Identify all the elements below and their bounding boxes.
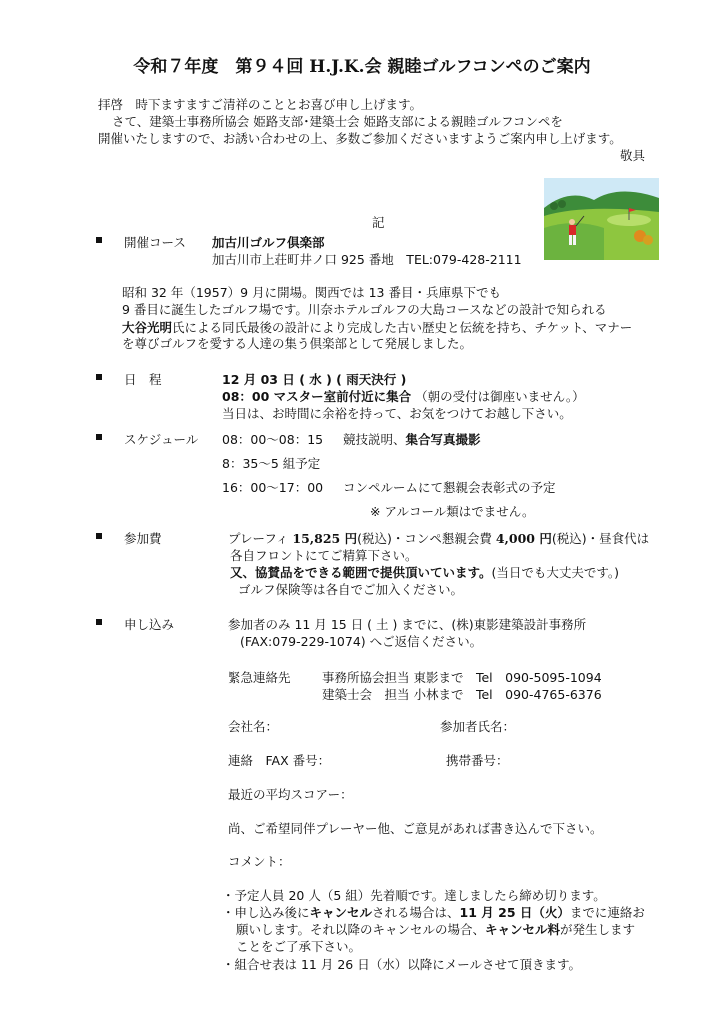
alcohol-note: ※ アルコール類はでません。 bbox=[370, 504, 535, 519]
score-field: 最近の平均スコアー： bbox=[228, 787, 353, 802]
course-label: 開催コース bbox=[124, 235, 186, 250]
course-description: 9 番目に誕生したゴルフ場です。川奈ホテルゴルフの大島コースなどの設計で知られる bbox=[122, 302, 607, 317]
sponsor-note: 又、協賛品をできる範囲で提供頂いています。 bbox=[230, 565, 492, 580]
schedule-time: 16：00～17：00 bbox=[222, 480, 324, 495]
note-line: ・予定人員 20 人（5 組）先着順です。達しましたら締め切ります。 bbox=[222, 888, 606, 903]
golf-illustration bbox=[544, 178, 659, 260]
note-bold: キャンセル料 bbox=[485, 922, 561, 937]
note-text: 願いします。それ以降のキャンセルの場合、 bbox=[236, 922, 486, 937]
schedule-time: 08：00～08：15 bbox=[222, 432, 324, 447]
bullet bbox=[96, 619, 102, 625]
comment-field: コメント： bbox=[228, 854, 291, 869]
date-note: 当日は、お時間に余裕を持って、お気をつけてお越し下さい。 bbox=[222, 406, 572, 421]
note-bold: 11 月 25 日（火） bbox=[459, 905, 570, 920]
contact-line: 建築士会 担当 小林まで Tel 090-4765-6376 bbox=[322, 687, 602, 702]
apply-label: 申し込み bbox=[124, 617, 175, 632]
course-description: を尊びゴルフを愛する人達の集う倶楽部として発展しました。 bbox=[122, 336, 473, 351]
schedule-item bbox=[343, 430, 481, 448]
note-line: ことをご了承下さい。 bbox=[236, 939, 362, 954]
greeting-line: 拝啓 時下ますますご清祥のこととお喜び申し上げます。 bbox=[98, 97, 423, 112]
fee-text: (当日でも大丈夫です。) bbox=[491, 565, 620, 580]
page-title: 令和７年度 第９４回 H.J.K.会 親睦ゴルフコンペのご案内 bbox=[133, 57, 591, 77]
bullet bbox=[96, 374, 102, 380]
schedule-item: コンペルームにて懇親会表彰式の予定 bbox=[343, 480, 556, 495]
bullet bbox=[96, 533, 102, 539]
fee-line: 各自フロントにてご精算下さい。 bbox=[230, 548, 418, 563]
fax-field: 連絡 FAX 番号： bbox=[228, 753, 331, 768]
closing-word: 敬具 bbox=[620, 148, 646, 163]
fee-line bbox=[230, 563, 619, 581]
fee-text: (税込)・昼食代は bbox=[551, 531, 650, 546]
date-label: 日 程 bbox=[124, 372, 162, 387]
fee-line: ゴルフ保険等は各自でご加入ください。 bbox=[238, 582, 464, 597]
course-address: 加古川市上荘町井ノ口 925 番地 TEL:079-428-2111 bbox=[212, 252, 522, 267]
note-bold: キャンセル bbox=[309, 905, 373, 920]
note-line bbox=[222, 903, 645, 921]
emergency-label: 緊急連絡先 bbox=[228, 670, 291, 685]
bullet bbox=[96, 434, 102, 440]
note-text: ・申し込み後に bbox=[222, 905, 310, 920]
ki-heading: 記 bbox=[372, 215, 385, 230]
contact-line: 事務所協会担当 東影まで Tel 090-5095-1094 bbox=[322, 670, 602, 685]
bullet bbox=[96, 237, 102, 243]
meeting-note: （朝の受付は御座いません。） bbox=[415, 389, 585, 404]
note-line: ・組合せ表は 11 月 26 日（水）以降にメールさせて頂きます。 bbox=[222, 957, 581, 972]
participant-field: 参加者氏名： bbox=[440, 719, 516, 734]
note-line bbox=[236, 920, 635, 938]
schedule-text-bold: 集合写真撮影 bbox=[405, 432, 481, 447]
apply-fax: (FAX:079-229-1074) へご返信ください。 bbox=[240, 634, 483, 649]
intro-line: さて、建築士事務所協会 姫路支部･建築士会 姫路支部による親睦ゴルフコンペを bbox=[112, 114, 563, 129]
fee-line bbox=[228, 529, 649, 547]
company-field: 会社名： bbox=[228, 719, 279, 734]
party-fee: 4,000 円 bbox=[495, 531, 552, 546]
designer-name: 大谷光明 bbox=[122, 320, 173, 335]
fee-text: プレーフィ bbox=[228, 531, 289, 546]
intro-line: 開催いたしますので、お誘い合わせの上、多数ご参加くださいますようご案内申し上げます。 bbox=[98, 131, 622, 146]
note-text: が発生します bbox=[560, 922, 636, 937]
event-date: 12 月 03 日 ( 水 ) ( 雨天決行 ) bbox=[222, 372, 407, 387]
note-text: までに連絡お bbox=[569, 905, 645, 920]
schedule-time: 8：35～5 組予定 bbox=[222, 456, 321, 471]
play-fee: 15,825 円 bbox=[292, 531, 358, 546]
note-text: される場合は、 bbox=[372, 905, 460, 920]
fee-text: (税込)・コンペ懇親会費 bbox=[357, 531, 492, 546]
course-name: 加古川ゴルフ倶楽部 bbox=[212, 235, 325, 250]
mobile-field: 携帯番号： bbox=[446, 753, 509, 768]
schedule-text: 競技説明、 bbox=[343, 432, 406, 447]
fee-label: 参加費 bbox=[124, 531, 162, 546]
meeting-time bbox=[222, 387, 585, 405]
request-text: 尚、ご希望同伴プレーヤー他、ご意見があれば書き込んで下さい。 bbox=[228, 821, 603, 836]
course-description: 昭和 32 年（1957）9 月に開場。関西では 13 番目・兵庫県下でも bbox=[122, 285, 501, 300]
meeting-time-bold: 08：00 マスター室前付近に集合 bbox=[222, 389, 412, 404]
apply-line: 参加者のみ 11 月 15 日 ( 土 ) までに、(株)東影建築設計事務所 bbox=[228, 617, 587, 632]
schedule-label: スケジュール bbox=[124, 432, 199, 447]
course-description-text: 氏による同氏最後の設計により完成した古い歴史と伝統を持ち、チケット、マナー bbox=[172, 320, 633, 335]
